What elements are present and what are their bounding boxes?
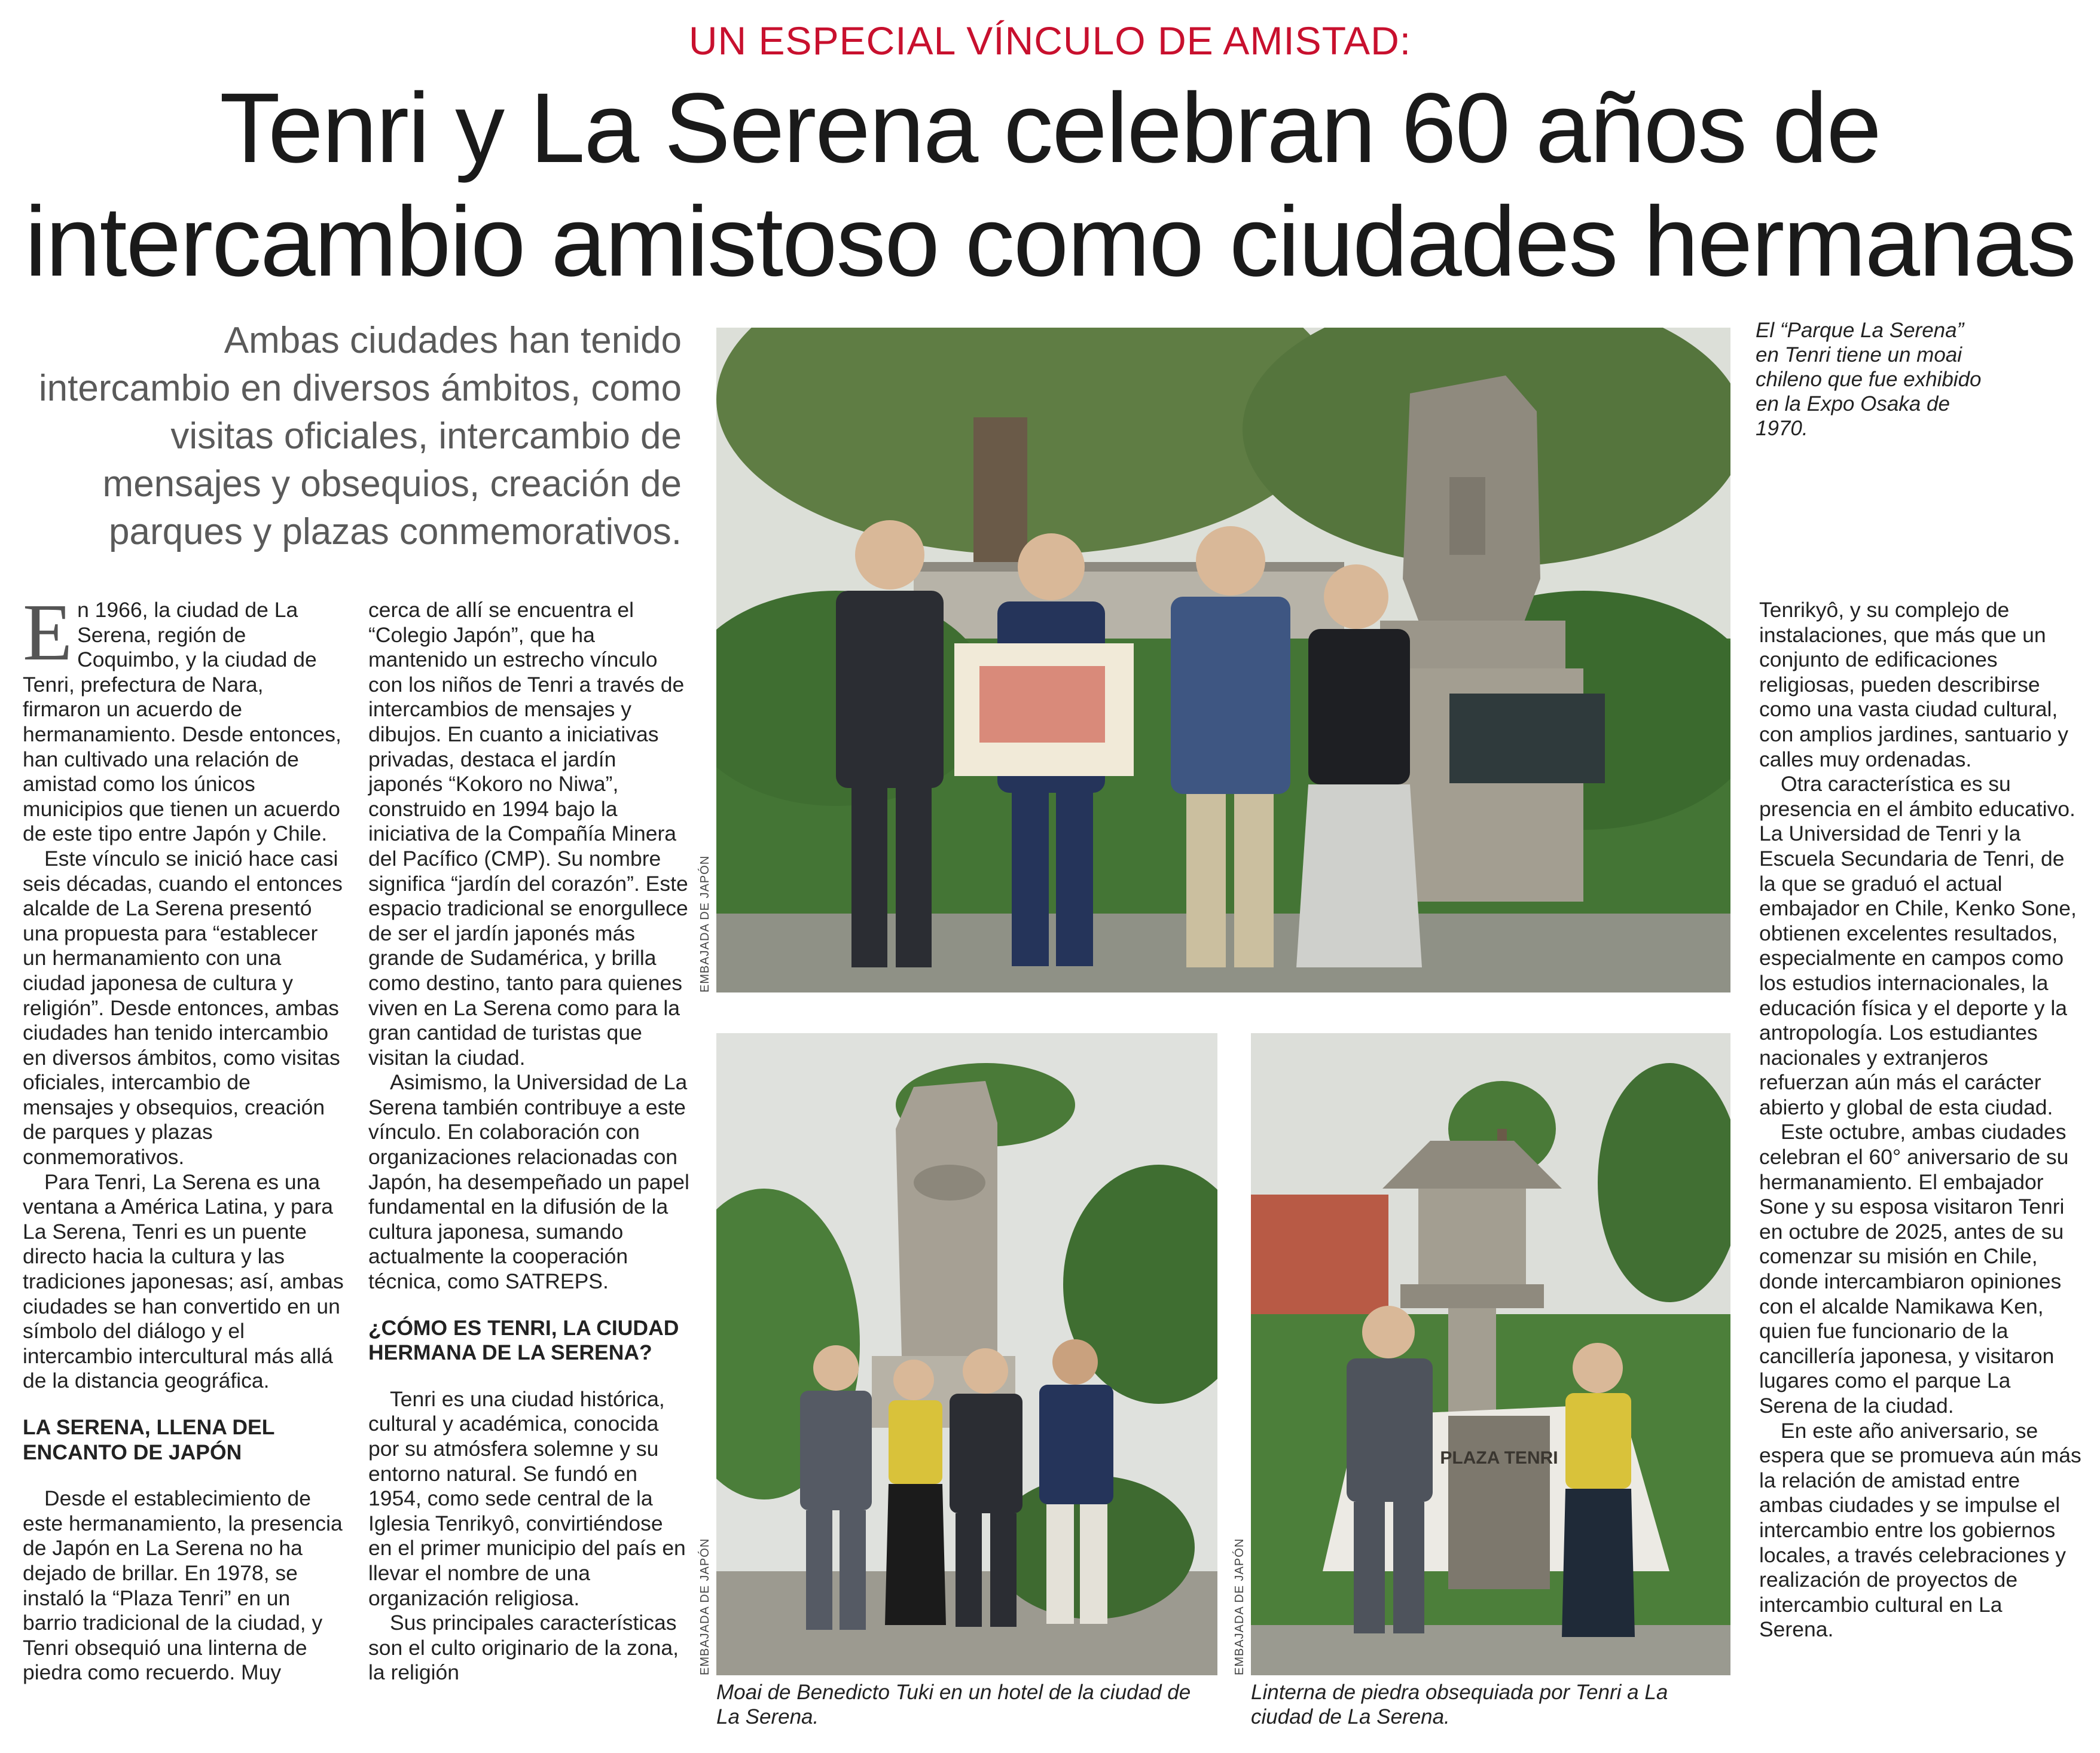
photo-moai-la-serena-illustration: [716, 1033, 1217, 1675]
drop-cap: E: [23, 588, 73, 677]
photo-moai-tenri: [716, 328, 1730, 992]
headline: [0, 72, 2100, 299]
caption-top: El “Parque La Serena” en Tenri tiene un moai chileno que fue exhibido en la Expo Osaka de 1970.: [1756, 319, 1982, 440]
photo-credit-bottom-right: EMBAJADA DE JAPÓN: [1233, 1538, 1246, 1675]
paragraph-8: Sus principales características son el culto originario de la zona, la religión: [368, 1611, 679, 1685]
paragraph-1-text: n 1966, la ciudad de La Serena, región de Coquimbo, y la ciudad de Tenri, prefectura de Nara, firmaron un acuerdo de hermanamiento. Desde entonces, han cultivado una relación de amistad como los únicos municipios que tienen un acuerdo de este tipo entre Japón y Chile.: [23, 598, 341, 846]
caption-bottom-left: Moai de Benedicto Tuki en un hotel de la ciudad de La Serena.: [716, 1681, 1191, 1728]
paragraph-11: Este octubre, ambas ciudades celebran el 60° aniversario de su hermanamiento. El embajador Sone y su esposa visitaron Tenri en octubre de 2025, antes de su comenzar su misión en Chile, donde intercambiaron opiniones con el alcalde Namikawa Ken, quien fue funcionario de la cancillería japonesa, y visitaron lugares como el parque La Serena de la ciudad.: [1759, 1120, 2069, 1418]
paragraph-5: cerca de allí se encuentra el “Colegio Japón”, que ha mantenido un estrecho vínculo con los niños de Tenri a través de intercambios de mensajes y dibujos. En cuanto a iniciativas privadas, destaca el jardín japonés “Kokoro no Niwa”, construido en 1994 bajo la iniciativa de la Compañía Minera del Pacífico (CMP). Su nombre significa “jardín del corazón”. Este espacio tradicional se enorgullece de ser el jardín japonés más grande de Sudamérica, y brilla como destino, tanto para quienes viven en La Serena como para la gran cantidad de turistas que visitan la ciudad.: [368, 598, 688, 1070]
column-3: [1759, 598, 2082, 1642]
paragraph-6: Asimismo, la Universidad de La Serena también contribuye a este vínculo. En colaboración con organizaciones relacionadas con Japón, ha desempeñado un papel fundamental en la difusión de la cultura japonesa, sumando actualmente la cooperación técnica, como SATREPS.: [368, 1070, 689, 1294]
headline-line-1: Tenri y La Serena celebran 60 años de: [219, 73, 1881, 184]
section-heading-1: LA SERENA, LLENA DEL ENCANTO DE JAPÓN: [23, 1415, 274, 1464]
photo-credit-top: EMBAJADA DE JAPÓN: [698, 855, 712, 992]
photo-moai-tenri-illustration: [716, 328, 1730, 992]
headline-line-2: intercambio amistoso como ciudades hermanas: [25, 187, 2075, 297]
lantern-sign-text: PLAZA TENRI: [1440, 1448, 1558, 1468]
kicker: UN ESPECIAL VÍNCULO DE AMISTAD:: [688, 19, 1412, 63]
paragraph-2: Este vínculo se inició hace casi seis décadas, cuando el entonces alcalde de La Serena presentó una propuesta para “establecer un hermanamiento con una ciudad japonesa de cultura y religión”. Desde entonces, ambas ciudades han tenido intercambio en diversos ámbitos, como visitas oficiales, intercambio de mensajes y obsequios, creación de parques y plazas conmemorativos.: [23, 846, 343, 1169]
photo-stone-lantern: [1251, 1033, 1730, 1675]
photo-stone-lantern-illustration: [1251, 1033, 1730, 1675]
paragraph-3: Para Tenri, La Serena es una ventana a América Latina, y para La Serena, Tenri es un puente directo hacia la cultura y las tradiciones japonesas; así, ambas ciudades se han convertido en un símbolo del diálogo y el intercambio intercultural más allá de la distancia geográfica.: [23, 1169, 344, 1393]
paragraph-12: En este año aniversario, se espera que se promueva aún más la relación de amistad entre ambas ciudades y se impulse el intercambio entre los gobiernos locales, a través celebraciones y realización de proyectos de intercambio cultural en La Serena.: [1759, 1418, 2081, 1642]
paragraph-9: Tenrikyô, y su complejo de instalaciones, que más que un conjunto de edificaciones religiosas, pueden describirse como una vasta ciudad cultural, con amplios jardines, santuario y calles muy ordenadas.: [1759, 598, 2068, 771]
photo-credit-bottom-left: EMBAJADA DE JAPÓN: [698, 1538, 712, 1675]
paragraph-4: Desde el establecimiento de este hermanamiento, la presencia de Japón en La Serena no ha dejado de brillar. En 1978, se instaló la “Plaza Tenri” en un barrio tradicional de la ciudad, y Tenri obsequió una linterna de piedra como recuerdo. Muy: [23, 1486, 343, 1685]
section-heading-2: ¿CÓMO ES TENRI, LA CIUDAD HERMANA DE LA SERENA?: [368, 1315, 679, 1365]
paragraph-7: Tenri es una ciudad histórica, cultural y académica, conocida por su atmósfera solemne y su entorno natural. Se fundó en 1954, como sede central de la Iglesia Tenrikyô, convirtiéndose en el primer municipio del país en llevar el nombre de una organización religiosa.: [368, 1386, 686, 1610]
paragraph-1: [23, 588, 346, 847]
paragraph-10: Otra característica es su presencia en el ámbito educativo. La Universidad de Tenri y la Escuela Secundaria de Tenri, de la que se graduó el actual embajador en Chile, Kenko Sone, obtienen excelentes resultados, especialmente en campos como los estudios internacionales, la educación física y el deporte y la antropología. Los estudiantes nacionales y extranjeros refuerzan aún más el carácter abierto y global de esta ciudad.: [1759, 772, 2077, 1119]
deck: Ambas ciudades han tenido intercambio en diversos ámbitos, como visitas oficiales, intercambio de mensajes y obsequios, creación de parques y plazas conmemorativos.: [38, 320, 682, 552]
photo-moai-la-serena: [716, 1033, 1217, 1675]
column-2: [368, 598, 691, 1685]
caption-bottom-right: Linterna de piedra obsequiada por Tenri a La ciudad de La Serena.: [1251, 1681, 1668, 1728]
column-1: [23, 588, 346, 1685]
